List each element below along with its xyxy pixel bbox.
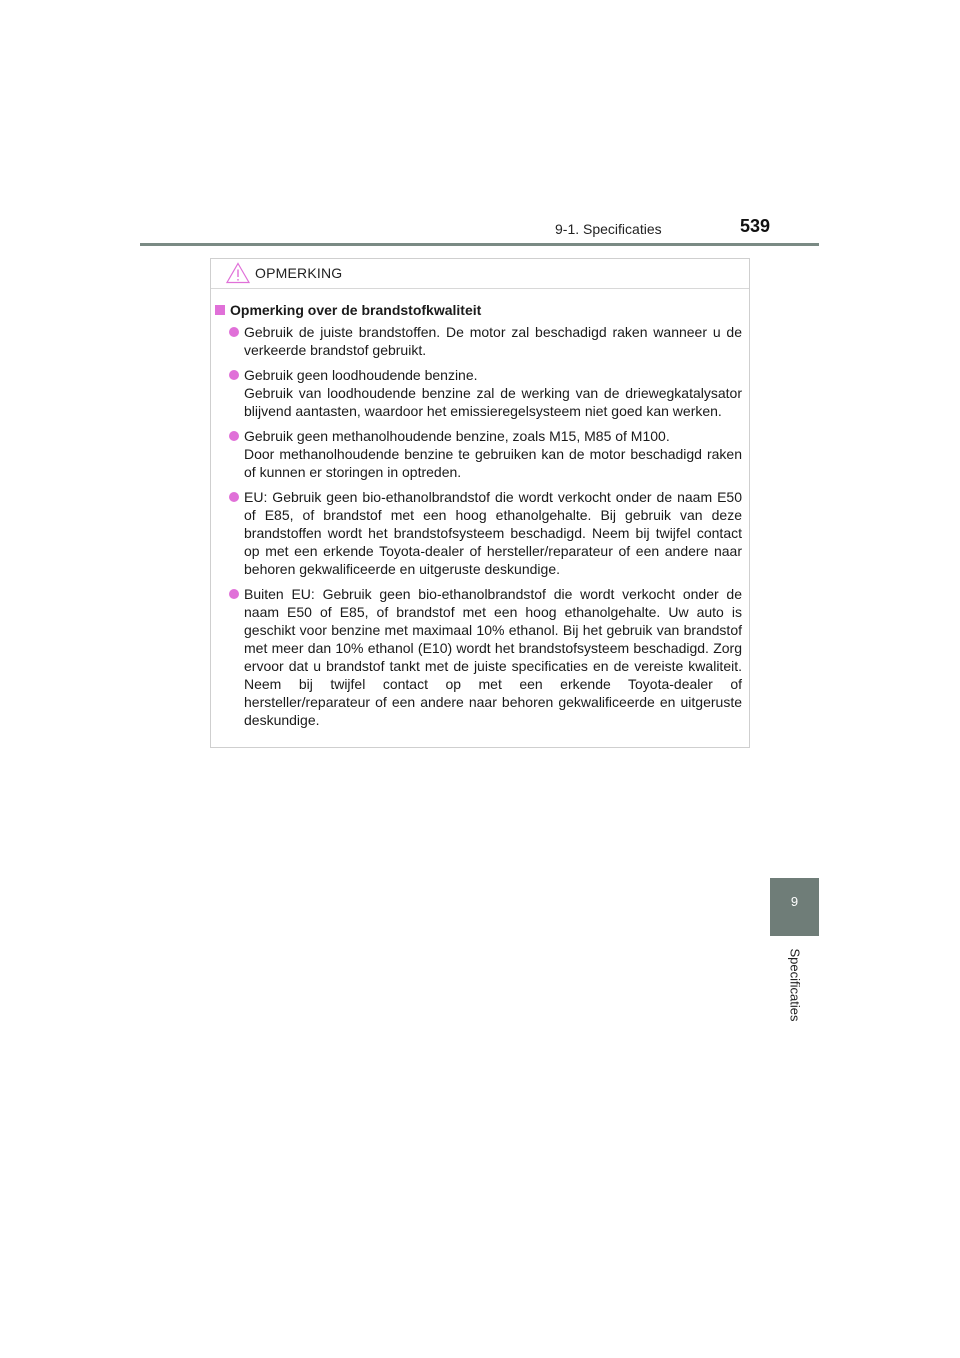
list-item — [215, 366, 742, 420]
item-text: Gebruik geen methanolhoudende benzine, zoals M15, M85 of M100. — [244, 428, 670, 444]
item-text: EU: Gebruik geen bio-ethanolbrandstof die wordt verkocht onder de naam E50 of E85, of brandstof met een hoog ethanolgehalte. Bij gebruik van deze brandstoffen wordt het brandstofsysteem beschadigd. Neem bij twijfel contact op met een erkende Toyota-dealer of hersteller/reparateur of een andere naar behoren gekwalificeerde en uitgeruste deskundige. — [244, 489, 742, 577]
chapter-tab-label: Specificaties — [787, 948, 803, 1022]
square-bullet-icon — [215, 305, 225, 315]
page-number: 539 — [740, 216, 771, 236]
list-item — [215, 427, 742, 481]
list-item — [215, 488, 742, 578]
chapter-tab — [770, 878, 819, 936]
notice-box — [210, 258, 750, 748]
bullet-dot-icon — [229, 431, 239, 441]
item-text: Gebruik geen loodhoudende benzine. — [244, 367, 478, 383]
bullet-dot-icon — [229, 589, 239, 599]
warning-triangle-icon — [226, 262, 250, 284]
list-item — [215, 323, 742, 359]
bullet-dot-icon — [229, 327, 239, 337]
notice-subheading — [215, 301, 742, 319]
notice-body — [211, 289, 749, 729]
item-text: Gebruik de juiste brandstoffen. De motor zal beschadigd raken wanneer u de verkeerde brandstof gebruikt. — [244, 324, 742, 358]
item-text: Buiten EU: Gebruik geen bio-ethanolbrandstof die wordt verkocht onder de naam E50 of E85, of brandstof met een hoog ethanolgehalte. Uw auto is geschikt voor benzine met maximaal 10% ethanol. Bij het gebruik van brandstof met meer dan 10% ethanol (E10) wordt het brandstofsysteem beschadigd. Zorg ervoor dat u brandstof tankt met de juiste specificaties en de vereiste kwaliteit. Neem bij twijfel contact op met een erkende Toyota-dealer of hersteller/reparateur of een andere naar behoren gekwalificeerde en uitgeruste deskundige. — [244, 586, 742, 728]
notice-header — [211, 259, 749, 289]
item-text: Gebruik van loodhoudende benzine zal de werking van de driewegkatalysator blijvend aantasten, waardoor het emissieregelsysteem niet goed kan werken. — [244, 385, 742, 419]
notice-subheading-text: Opmerking over de brandstofkwaliteit — [230, 302, 482, 318]
bullet-dot-icon — [229, 370, 239, 380]
chapter-tab-number: 9 — [790, 894, 799, 909]
header-rule — [140, 243, 819, 246]
notice-title: OPMERKING — [255, 265, 343, 281]
header-section-title: 9-1. Specificaties — [555, 221, 662, 237]
bullet-dot-icon — [229, 492, 239, 502]
list-item — [215, 585, 742, 729]
item-text: Door methanolhoudende benzine te gebruiken kan de motor beschadigd raken of kunnen er storingen in optreden. — [244, 446, 742, 480]
